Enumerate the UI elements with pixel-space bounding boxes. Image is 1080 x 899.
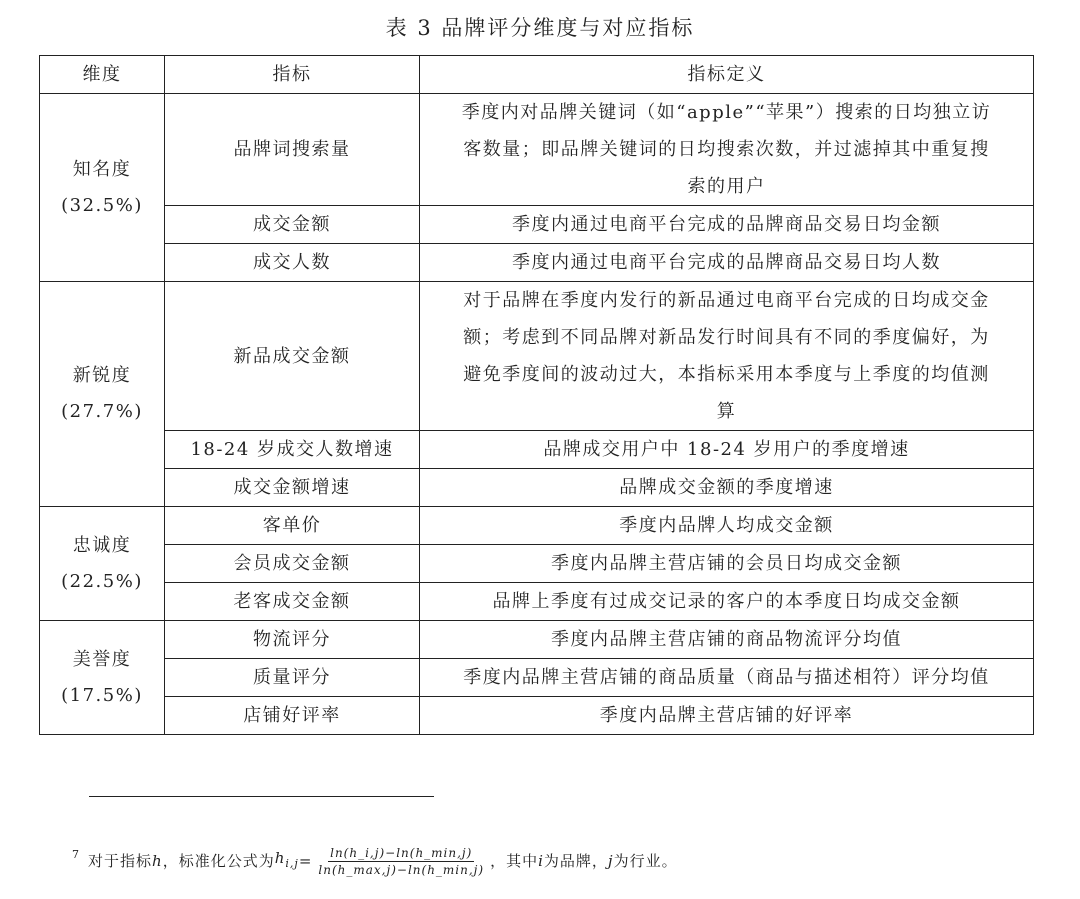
definition-line: 避免季度间的波动过大，本指标采用本季度与上季度的均值测 (463, 364, 990, 385)
table-row (40, 282, 1034, 431)
indicator-cell: 成交金额 (165, 206, 420, 244)
table-row (40, 583, 1034, 621)
indicator-cell: 18-24 岁成交人数增速 (165, 431, 420, 469)
definition-cell (420, 697, 1034, 735)
definition-cell (420, 282, 1034, 431)
formula-lhs: $h_{i,j}$ (274, 849, 299, 870)
table-row (40, 94, 1034, 206)
indicator-cell: 品牌词搜索量 (165, 94, 420, 206)
dimension-cell (40, 94, 165, 282)
definition-line: 额；考虑到不同品牌对新品发行时间具有不同的季度偏好，为 (463, 327, 990, 348)
definition-line: 季度内对品牌关键词（如“apple”“苹果”）搜索的日均独立访 (461, 102, 992, 123)
formula-equals: = (298, 852, 313, 870)
indicator-cell: 新品成交金额 (165, 282, 420, 431)
footnote-marker: 7 (72, 848, 80, 861)
definition-line: 季度内品牌主营店铺的商品质量（商品与描述相符）评分均值 (463, 667, 990, 688)
table-row (40, 621, 1034, 659)
footnote-suffix-1: ，其中 (490, 852, 539, 870)
definition-cell (420, 659, 1034, 697)
dimension-weight: (32.5%) (61, 194, 143, 216)
formula-fraction (316, 845, 486, 878)
table-row (40, 469, 1034, 507)
dimension-weight: (22.5%) (61, 570, 143, 592)
footnote-var-h: h (152, 852, 163, 870)
formula-denominator: ln(h_max,j)−ln(h_min,j) (318, 862, 485, 877)
table-row (40, 697, 1034, 735)
dimension-cell (40, 621, 165, 735)
footnote-suffix-2: 为品牌， (543, 852, 608, 870)
indicator-cell: 成交人数 (165, 244, 420, 282)
definition-line: 季度内通过电商平台完成的品牌商品交易日均人数 (512, 252, 941, 273)
table-caption: 表 3 品牌评分维度与对应指标 (385, 16, 695, 40)
dimension-name: 知名度 (72, 158, 132, 180)
definition-line: 索的用户 (687, 176, 766, 197)
indicator-cell: 成交金额增速 (165, 469, 420, 507)
definition-cell (420, 431, 1034, 469)
header-definition: 指标定义 (420, 56, 1034, 94)
table-row (40, 507, 1034, 545)
footnote-separator (89, 796, 434, 797)
footnote-prefix: 对于指标 (88, 852, 153, 870)
indicator-cell: 物流评分 (165, 621, 420, 659)
header-dimension: 维度 (40, 56, 165, 94)
dimension-cell (40, 282, 165, 507)
dimension-name: 美誉度 (72, 648, 132, 670)
definition-line: 季度内品牌主营店铺的会员日均成交金额 (551, 553, 902, 574)
definition-line: 对于品牌在季度内发行的新品通过电商平台完成的日均成交金 (463, 290, 990, 311)
brand-score-table (39, 55, 1034, 735)
table-row (40, 206, 1034, 244)
indicator-cell: 客单价 (165, 507, 420, 545)
definition-line: 季度内品牌主营店铺的商品物流评分均值 (551, 629, 902, 650)
table-header-row (40, 56, 1034, 94)
indicator-cell: 店铺好评率 (165, 697, 420, 735)
dimension-name: 忠诚度 (72, 534, 132, 556)
table-row (40, 659, 1034, 697)
formula-numerator: ln(h_i,j)−ln(h_min,j) (330, 845, 473, 860)
definition-cell (420, 621, 1034, 659)
definition-cell (420, 507, 1034, 545)
footnote-mid: ，标准化公式为 (162, 852, 275, 870)
definition-line: 客数量；即品牌关键词的日均搜索次数，并过滤掉其中重复搜 (463, 139, 990, 160)
footnote-var-j: j (607, 852, 614, 870)
definition-cell (420, 583, 1034, 621)
table-body (40, 94, 1034, 735)
definition-cell (420, 545, 1034, 583)
footnote-var-i: i (538, 852, 544, 870)
footnote (72, 838, 678, 884)
table-row (40, 431, 1034, 469)
indicator-cell: 质量评分 (165, 659, 420, 697)
header-indicator: 指标 (165, 56, 420, 94)
definition-cell (420, 469, 1034, 507)
definition-line: 季度内品牌人均成交金额 (619, 515, 834, 536)
table-row (40, 244, 1034, 282)
footnote-suffix-3: 为行业。 (613, 852, 678, 870)
indicator-cell: 老客成交金额 (165, 583, 420, 621)
definition-line: 品牌成交金额的季度增速 (619, 477, 834, 498)
definition-line: 季度内通过电商平台完成的品牌商品交易日均金额 (512, 214, 941, 235)
dimension-weight: (17.5%) (61, 684, 143, 706)
dimension-name: 新锐度 (72, 365, 132, 386)
definition-line: 品牌成交用户中 18-24 岁用户的季度增速 (543, 439, 910, 460)
indicator-cell: 会员成交金额 (165, 545, 420, 583)
table-row (40, 545, 1034, 583)
definition-cell (420, 94, 1034, 206)
dimension-cell (40, 507, 165, 621)
definition-line: 品牌上季度有过成交记录的客户的本季度日均成交金额 (492, 591, 961, 612)
dimension-weight: (27.7%) (61, 401, 143, 422)
definition-cell (420, 206, 1034, 244)
definition-cell (420, 244, 1034, 282)
definition-line: 算 (716, 401, 737, 422)
definition-line: 季度内品牌主营店铺的好评率 (599, 705, 854, 726)
